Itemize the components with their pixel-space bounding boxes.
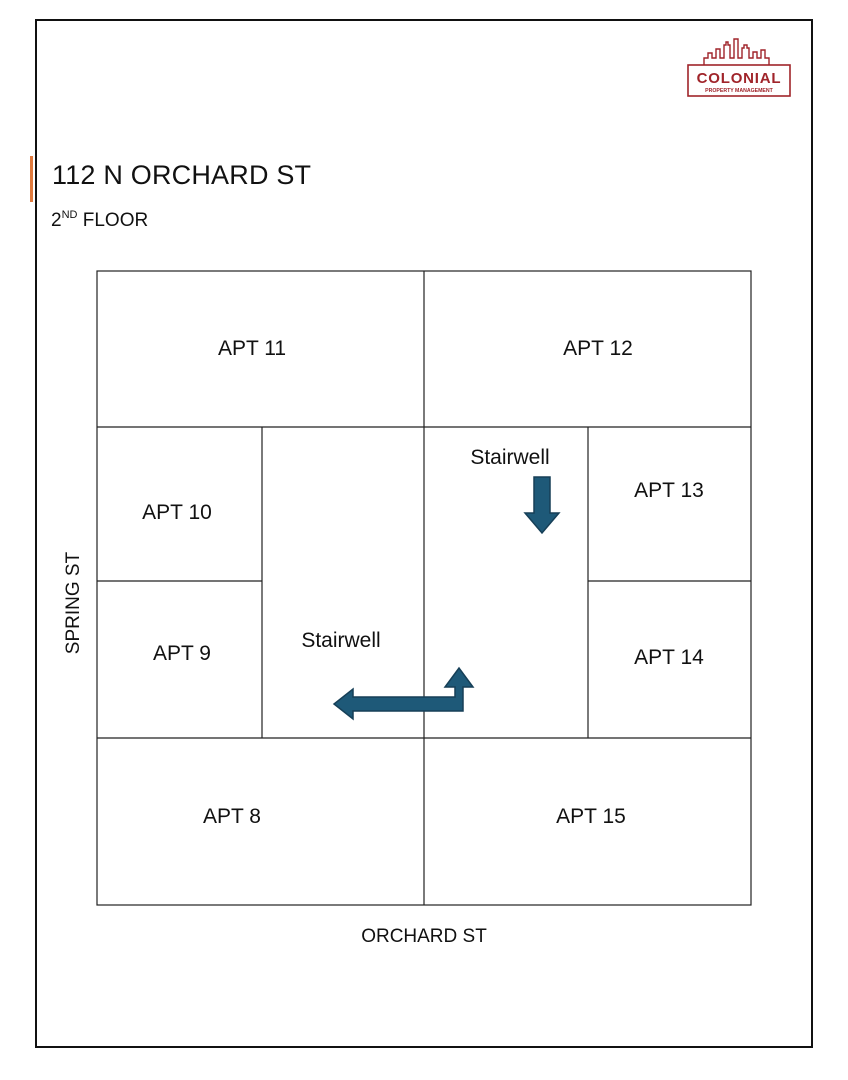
room-label-apt15: APT 15 [556, 805, 626, 828]
arrow-down-icon [525, 477, 559, 533]
room-label-apt10: APT 10 [142, 501, 212, 524]
street-label-orchard: ORCHARD ST [361, 926, 487, 947]
arrow-route-left-icon [334, 668, 473, 719]
floor-number: 2 [51, 210, 62, 231]
room-label-apt11: APT 11 [217, 337, 287, 360]
room-label-stairwell-right: Stairwell [470, 446, 550, 469]
page-title: 112 N ORCHARD ST [52, 160, 312, 190]
room-label-apt14: APT 14 [634, 646, 704, 669]
room-label-apt13: APT 13 [634, 479, 704, 502]
room-label-apt12: APT 12 [563, 337, 633, 360]
room-label-apt9: APT 9 [153, 642, 211, 665]
logo-brand-text: COLONIAL [696, 70, 782, 87]
logo-tagline-text: PROPERTY MANAGEMENT [705, 88, 773, 94]
room-label-apt8: APT 8 [203, 805, 261, 828]
room-label-stairwell-center: Stairwell [301, 629, 381, 652]
floor-number-suffix: ND [61, 209, 78, 221]
floor-label: FLOOR [82, 210, 149, 231]
street-label-spring: SPRING ST [63, 551, 84, 655]
